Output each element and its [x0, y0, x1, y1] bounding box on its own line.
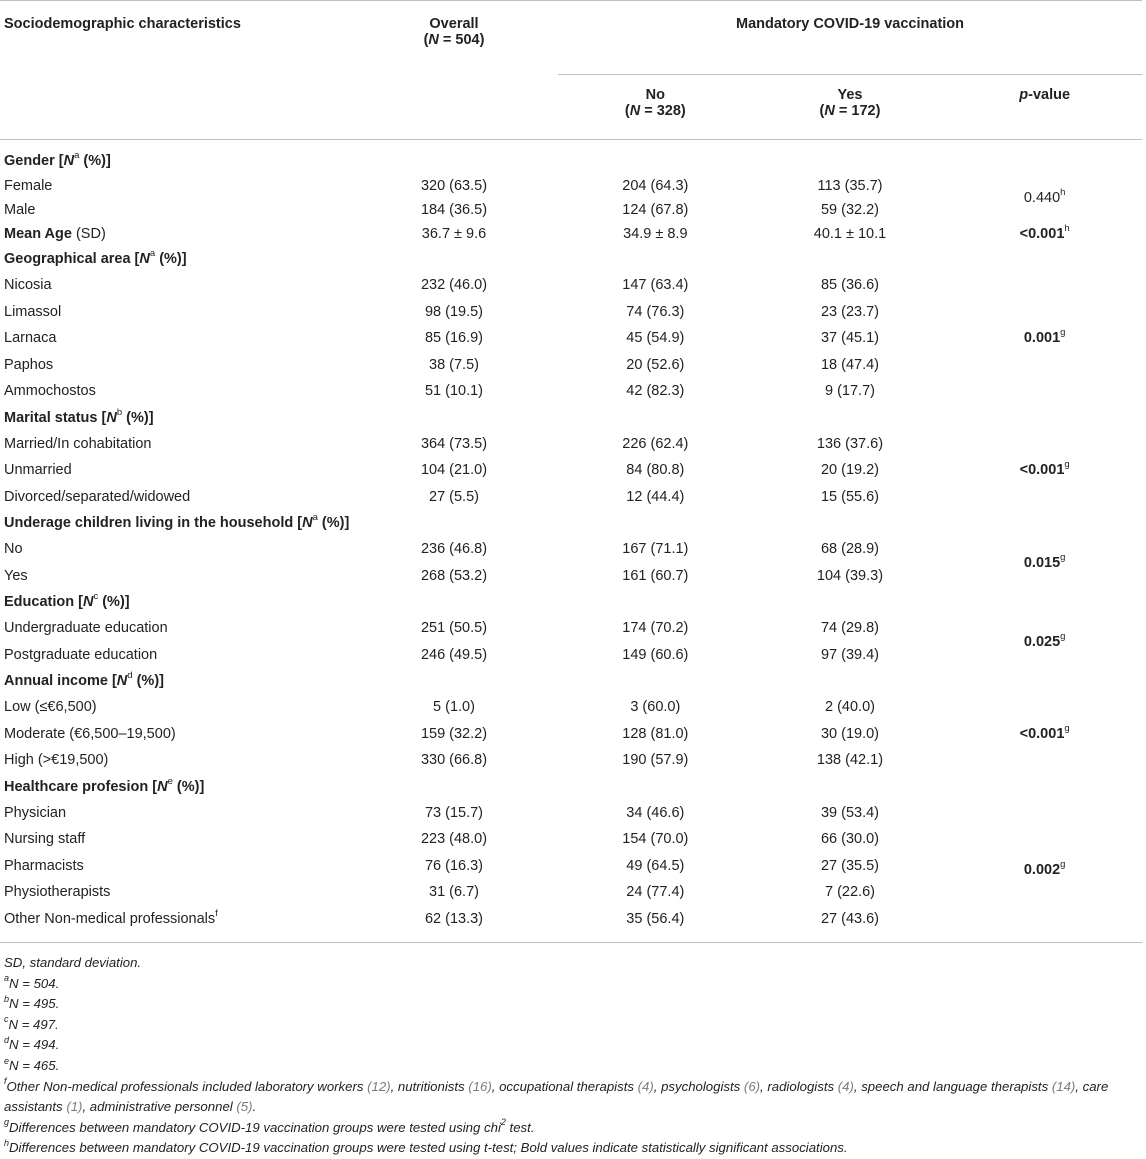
healthcare-profession-overall-value: 223 (48.0) — [420, 831, 488, 848]
education-no-value: 149 (60.6) — [622, 646, 689, 663]
marital-status-no-value: 12 (44.4) — [626, 488, 685, 505]
marital-status-title-empty — [558, 405, 753, 431]
header-pvalue: p-value — [947, 75, 1142, 140]
healthcare-profession-row — [0, 800, 1142, 827]
underage-children-header — [0, 510, 1142, 536]
education-title: Education [$N^c$ (%)] — [4, 591, 130, 610]
marital-status-yes-value: 15 (55.6) — [820, 488, 879, 505]
gender-no-value: 124 (67.8) — [622, 202, 689, 218]
geographical-area-overall-value: 51 (10.1) — [424, 383, 484, 400]
underage-children-label: No — [4, 541, 23, 558]
geographical-area-label: Larnaca — [4, 330, 57, 347]
healthcare-profession-title: Healthcare profesion [$N^e$ (%)] — [4, 775, 205, 795]
gender-title-empty — [753, 140, 948, 175]
underage-children-row — [0, 536, 1142, 563]
education-row — [0, 615, 1142, 642]
healthcare-profession-no-value: 154 (70.0) — [622, 831, 689, 848]
healthcare-profession-yes-value: 27 (35.5) — [820, 857, 879, 874]
table-body — [0, 140, 1142, 943]
footnote-count: (5) — [236, 1099, 253, 1115]
marital-status-yes-value: 136 (37.6) — [816, 435, 884, 452]
annual-income-overall-value: 330 (66.8) — [420, 752, 488, 769]
marital-status-yes-value: 20 (19.2) — [820, 462, 879, 479]
footnote-count: (4) — [837, 1078, 854, 1094]
marital-status-label: Divorced/separated/widowed — [4, 488, 191, 505]
table-footnotes — [0, 943, 1146, 1159]
healthcare-profession-yes-value: 39 (53.4) — [820, 804, 879, 821]
underage-children-no-value: 161 (60.7) — [622, 567, 689, 584]
healthcare-profession-header — [0, 774, 1142, 800]
gender-title: Gender [$N^a$ (%)] — [4, 150, 111, 169]
healthcare-profession-yes-value: 66 (30.0) — [820, 831, 879, 848]
footnote-f: $^f$Other Non-medical professionals included laboratory workers (12), nutritionists (16), occupational therapists (4), psychologists (6), radiologists (4), speech and language therapists (14), care assistants (1), administrative personnel (5). — [4, 1076, 1109, 1115]
marital-status-title-empty — [947, 405, 1142, 431]
healthcare-profession-overall-value: 73 (15.7) — [424, 804, 484, 821]
education-label: Postgraduate education — [4, 646, 158, 663]
header-row-1 — [0, 1, 1142, 75]
marital-status-label: Married/In cohabitation — [4, 435, 152, 452]
healthcare-profession-title-empty — [558, 774, 753, 800]
marital-status-overall-value: 104 (21.0) — [420, 462, 488, 479]
marital-status-overall-value: 27 (5.5) — [429, 488, 479, 505]
geographical-area-pvalue: 0.001$^g$ — [1023, 327, 1066, 347]
gender-yes-value: 113 (35.7) — [817, 178, 883, 194]
gender-row — [0, 174, 1142, 198]
education-title-empty — [350, 589, 558, 615]
education-header — [0, 589, 1142, 615]
annual-income-label: High (>€19,500) — [4, 752, 109, 769]
footnote-c: $^c$N = 497. — [4, 1014, 59, 1032]
header-characteristics: Sociodemographic characteristics — [4, 16, 241, 32]
gender-title-empty — [558, 140, 753, 175]
mean-age-yes-value: 40.1 ± 10.1 — [813, 226, 887, 242]
footnote-d: $^d$N = 494. — [4, 1034, 60, 1053]
geographical-area-title-empty — [753, 246, 948, 272]
gender-yes-value: 59 (32.2) — [820, 202, 879, 218]
geographical-area-no-value: 74 (76.3) — [626, 303, 685, 320]
annual-income-header — [0, 668, 1142, 694]
underage-children-yes-value: 104 (39.3) — [816, 567, 884, 584]
gender-overall-value: 320 (63.5) — [420, 178, 488, 194]
geographical-area-no-value: 147 (63.4) — [622, 277, 689, 294]
marital-status-no-value: 84 (80.8) — [626, 462, 685, 479]
footnote-a: $^a$N = 504. — [4, 973, 60, 991]
healthcare-profession-title-empty — [753, 774, 948, 800]
mean-age-pvalue: <0.001$^h$ — [1019, 223, 1070, 242]
header-yes-n: (N = 172) — [819, 103, 881, 119]
footnote-h: $^h$Differences between mandatory COVID-19 vaccination groups were tested using t-test; Bold values indicate statistically significant associations. — [4, 1137, 848, 1156]
annual-income-label: Low (≤€6,500) — [4, 699, 97, 716]
mean-age-overall-value: 36.7 ± 9.6 — [421, 226, 487, 242]
mean-age-row — [0, 222, 1142, 246]
education-title-empty — [753, 589, 948, 615]
healthcare-profession-label: Physiotherapists — [4, 884, 111, 901]
education-title-empty — [558, 589, 753, 615]
geographical-area-label: Limassol — [4, 303, 62, 320]
annual-income-no-value: 3 (60.0) — [630, 699, 681, 716]
annual-income-title-empty — [350, 668, 558, 694]
geographical-area-title-empty — [350, 246, 558, 272]
footnote-count: (4) — [637, 1078, 654, 1094]
annual-income-yes-value: 138 (42.1) — [816, 752, 884, 769]
gender-label: Male — [4, 202, 36, 218]
header-mandatory-vaccination: Mandatory COVID-19 vaccination — [735, 16, 965, 32]
healthcare-profession-no-value: 34 (46.6) — [626, 804, 685, 821]
geographical-area-yes-value: 85 (36.6) — [820, 277, 879, 294]
annual-income-label: Moderate (€6,500–19,500) — [4, 725, 176, 742]
geographical-area-header — [0, 246, 1142, 272]
header-overall-n: (N = 504) — [423, 32, 485, 48]
annual-income-title-empty — [947, 668, 1142, 694]
header-yes: Yes (N = 172) — [753, 75, 948, 140]
footnote-sd: SD, standard deviation. — [4, 955, 142, 970]
mean-age-label: Mean Age (SD) — [4, 226, 106, 242]
education-overall-value: 246 (49.5) — [420, 646, 488, 663]
annual-income-yes-value: 30 (19.0) — [820, 725, 879, 742]
gender-header — [0, 140, 1142, 175]
education-no-value: 174 (70.2) — [622, 620, 689, 637]
annual-income-no-value: 128 (81.0) — [622, 725, 689, 742]
annual-income-row — [0, 694, 1142, 721]
footnote-count: (16) — [468, 1078, 492, 1094]
marital-status-title-empty — [350, 405, 558, 431]
underage-children-title-empty — [753, 510, 948, 536]
footnote-e: $^e$N = 465. — [4, 1055, 60, 1073]
gender-title-empty — [947, 140, 1142, 175]
marital-status-no-value: 226 (62.4) — [622, 435, 689, 452]
geographical-area-no-value: 20 (52.6) — [626, 356, 685, 373]
annual-income-title: Annual income [$N^d$ (%)] — [4, 670, 164, 689]
annual-income-title-empty — [558, 668, 753, 694]
marital-status-title: Marital status [$N^b$ (%)] — [4, 406, 154, 426]
education-pvalue: 0.025$^g$ — [1023, 630, 1066, 650]
geographical-area-title-empty — [947, 246, 1142, 272]
marital-status-title-empty — [753, 405, 948, 431]
annual-income-title-empty — [753, 668, 948, 694]
underage-children-label: Yes — [4, 567, 28, 584]
geographical-area-label: Ammochostos — [4, 383, 96, 400]
geographical-area-overall-value: 232 (46.0) — [420, 277, 488, 294]
geographical-area-no-value: 42 (82.3) — [626, 383, 685, 400]
underage-children-overall-value: 268 (53.2) — [420, 567, 488, 584]
healthcare-profession-no-value: 35 (56.4) — [626, 910, 685, 927]
marital-status-header — [0, 405, 1142, 431]
healthcare-profession-label: Pharmacists — [4, 857, 84, 874]
geographical-area-yes-value: 37 (45.1) — [820, 330, 879, 347]
gender-overall-value: 184 (36.5) — [420, 202, 488, 218]
healthcare-profession-overall-value: 31 (6.7) — [429, 884, 479, 901]
footnote-count: (1) — [66, 1099, 83, 1115]
footnote-count: (6) — [743, 1078, 761, 1094]
geographical-area-overall-value: 98 (19.5) — [424, 303, 484, 320]
underage-children-title-empty — [350, 510, 558, 536]
geographical-area-title-empty — [558, 246, 753, 272]
footnote-count: (12) — [367, 1078, 391, 1094]
geographical-area-no-value: 45 (54.9) — [626, 330, 685, 347]
annual-income-no-value: 190 (57.9) — [622, 752, 689, 769]
geographical-area-yes-value: 18 (47.4) — [820, 356, 879, 373]
footnote-g: $^g$Differences between mandatory COVID-19 vaccination groups were tested using chi$^2$ test. — [4, 1117, 535, 1135]
header-no-n: (N = 328) — [624, 103, 686, 119]
geographical-area-label: Nicosia — [4, 277, 52, 294]
header-overall: Overall (N = 504) — [423, 16, 485, 48]
annual-income-overall-value: 159 (32.2) — [420, 725, 488, 742]
healthcare-profession-label: Other Non-medical professionals$^f$ — [4, 907, 218, 927]
underage-children-title: Underage children living in the household [$N^a$ (%)] — [4, 512, 350, 531]
geographical-area-overall-value: 38 (7.5) — [429, 356, 479, 373]
healthcare-profession-no-value: 24 (77.4) — [626, 884, 685, 901]
healthcare-profession-no-value: 49 (64.5) — [626, 857, 685, 874]
geographical-area-title: Geographical area [$N^a$ (%)] — [4, 248, 187, 267]
healthcare-profession-label: Physician — [4, 804, 67, 821]
mean-age-no-value: 34.9 ± 8.9 — [623, 226, 688, 242]
education-overall-value: 251 (50.5) — [420, 620, 488, 637]
education-title-empty — [947, 589, 1142, 615]
footnote-count: (14) — [1051, 1078, 1076, 1094]
geographical-area-label: Paphos — [4, 356, 54, 373]
underage-children-pvalue: 0.015$^g$ — [1023, 551, 1066, 571]
gender-title-empty — [350, 140, 558, 175]
marital-status-overall-value: 364 (73.5) — [420, 435, 488, 452]
underage-children-overall-value: 236 (46.8) — [420, 541, 488, 558]
marital-status-label: Unmarried — [4, 462, 72, 479]
healthcare-profession-pvalue: 0.002$^g$ — [1023, 858, 1066, 878]
header-row-2 — [0, 75, 1142, 140]
underage-children-title-empty — [558, 510, 753, 536]
healthcare-profession-overall-value: 62 (13.3) — [424, 910, 484, 927]
annual-income-overall-value: 5 (1.0) — [433, 699, 475, 716]
healthcare-profession-yes-value: 7 (22.6) — [824, 884, 875, 901]
healthcare-profession-overall-value: 76 (16.3) — [424, 857, 484, 874]
underage-children-no-value: 167 (71.1) — [622, 541, 689, 558]
underage-children-title-empty — [947, 510, 1142, 536]
education-yes-value: 97 (39.4) — [820, 646, 879, 663]
annual-income-pvalue: <0.001$^g$ — [1019, 722, 1070, 742]
geographical-area-yes-value: 23 (23.7) — [820, 303, 879, 320]
education-label: Undergraduate education — [4, 620, 168, 637]
healthcare-profession-title-empty — [947, 774, 1142, 800]
healthcare-profession-label: Nursing staff — [4, 831, 86, 848]
marital-status-row — [0, 431, 1142, 458]
underage-children-yes-value: 68 (28.9) — [820, 541, 879, 558]
gender-label: Female — [4, 178, 53, 194]
header-no: No (N = 328) — [558, 75, 753, 140]
marital-status-pvalue: <0.001$^g$ — [1019, 459, 1070, 479]
annual-income-yes-value: 2 (40.0) — [824, 699, 875, 716]
geographical-area-yes-value: 9 (17.7) — [824, 383, 875, 400]
gender-no-value: 204 (64.3) — [622, 178, 689, 194]
footnote-b: $^b$N = 495. — [4, 993, 60, 1012]
geographical-area-overall-value: 85 (16.9) — [424, 330, 484, 347]
gender-pvalue: 0.440$^h$ — [1023, 187, 1066, 206]
healthcare-profession-yes-value: 27 (43.6) — [820, 910, 879, 927]
education-yes-value: 74 (29.8) — [820, 620, 879, 637]
geographical-area-row — [0, 272, 1142, 299]
healthcare-profession-title-empty — [350, 774, 558, 800]
